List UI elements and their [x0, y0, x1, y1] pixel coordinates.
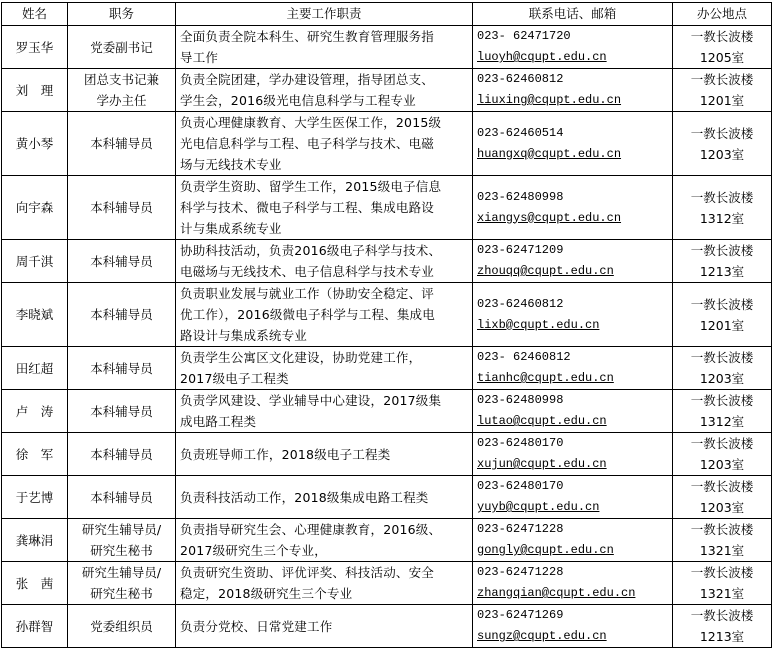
staff-phone: 023- 62460812	[477, 350, 571, 364]
table-row	[2, 240, 772, 283]
header-position: 职务	[68, 3, 176, 26]
staff-position-cell	[68, 562, 176, 605]
staff-duty-line: 全面负责全院本科生、研究生教育管理服务指	[180, 29, 435, 44]
staff-position-cell	[68, 390, 176, 433]
table-row	[2, 283, 772, 347]
staff-email-link[interactable]: tianhc@cqupt.edu.cn	[477, 371, 614, 385]
staff-office-line: 一教长波楼	[690, 393, 754, 408]
staff-name-cell	[2, 176, 68, 240]
staff-contact-cell	[473, 69, 673, 112]
staff-office-line: 1203室	[699, 457, 745, 472]
staff-position-line: 本科辅导员	[90, 136, 153, 151]
staff-contact-cell	[473, 433, 673, 476]
staff-contact-cell	[473, 347, 673, 390]
staff-phone: 023-62480998	[477, 393, 564, 407]
staff-office-line: 一教长波楼	[690, 565, 754, 580]
staff-duty-line: 2017级研究生三个专业，	[180, 543, 327, 558]
staff-position-cell	[68, 476, 176, 519]
staff-name: 向宇森	[15, 200, 54, 215]
staff-name: 卢 涛	[15, 403, 54, 419]
staff-name: 周千淇	[15, 253, 54, 269]
staff-name: 黄小琴	[15, 136, 54, 151]
staff-email-link[interactable]: gongly@cqupt.edu.cn	[477, 543, 614, 557]
staff-contact-cell	[473, 26, 673, 69]
table-row	[2, 69, 772, 112]
staff-name-cell	[2, 112, 68, 176]
staff-contact-cell	[473, 519, 673, 562]
staff-position-cell	[68, 26, 176, 69]
staff-office-cell	[673, 390, 772, 433]
staff-position-line: 党委组织员	[90, 618, 153, 634]
staff-email-link[interactable]: zhangqian@cqupt.edu.cn	[477, 586, 636, 600]
staff-contact-cell	[473, 112, 673, 176]
staff-email-link[interactable]: xujun@cqupt.edu.cn	[477, 457, 607, 471]
staff-duty-line: 成电路工程类	[180, 414, 257, 429]
staff-office-line: 一教长波楼	[690, 72, 754, 87]
staff-duty-line: 2017级电子工程类	[180, 371, 289, 386]
staff-office-line: 一教长波楼	[690, 296, 754, 312]
staff-office-line: 一教长波楼	[690, 436, 754, 451]
staff-email-link[interactable]: zhouqq@cqupt.edu.cn	[477, 264, 614, 278]
staff-contact-cell	[473, 476, 673, 519]
staff-office-line: 1312室	[699, 414, 745, 429]
header-row	[2, 3, 772, 26]
staff-duty-line: 负责学风建设、学业辅导中心建设，2017级集	[180, 393, 442, 408]
staff-duty-line: 科学与技术、微电子科学与工程、集成电路设	[180, 200, 435, 215]
staff-position-cell	[68, 176, 176, 240]
staff-contact-cell	[473, 176, 673, 240]
staff-position-line: 本科辅导员	[90, 446, 153, 462]
staff-office-cell	[673, 605, 772, 648]
staff-contact-cell	[473, 283, 673, 347]
staff-office-line: 一教长波楼	[690, 350, 754, 365]
staff-office-line: 一教长波楼	[690, 125, 754, 141]
staff-name: 于艺博	[15, 489, 54, 505]
staff-position-cell	[68, 433, 176, 476]
staff-position-line: 本科辅导员	[90, 403, 153, 419]
staff-duties-cell	[176, 176, 473, 240]
staff-position-line: 本科辅导员	[90, 360, 153, 376]
staff-duties-cell	[176, 26, 473, 69]
staff-office-cell	[673, 26, 772, 69]
staff-position-cell	[68, 347, 176, 390]
staff-name-cell	[2, 562, 68, 605]
staff-contact-cell	[473, 605, 673, 648]
staff-name: 徐 军	[15, 446, 54, 462]
staff-duty-line: 负责研究生资助、评优评奖、科技活动、安全	[180, 565, 435, 580]
staff-office-cell	[673, 519, 772, 562]
staff-duties-cell	[176, 347, 473, 390]
table-row	[2, 112, 772, 176]
staff-position-line: 本科辅导员	[90, 489, 153, 505]
staff-duties-cell	[176, 69, 473, 112]
staff-position-cell	[68, 519, 176, 562]
staff-duty-line: 计与集成系统专业	[180, 221, 282, 236]
staff-duties-cell	[176, 283, 473, 347]
staff-duty-line: 稳定，2018级研究生三个专业	[180, 586, 353, 601]
staff-duty-line: 电磁场与无线技术、电子信息科学与技术专业	[180, 264, 435, 279]
table-row	[2, 347, 772, 390]
staff-phone: 023-62471269	[477, 608, 564, 622]
staff-position-line: 本科辅导员	[90, 307, 153, 322]
staff-duties-cell	[176, 240, 473, 283]
staff-position-line: 研究生辅导员/	[81, 565, 162, 580]
staff-phone: 023-62480170	[477, 479, 564, 493]
staff-position-cell	[68, 112, 176, 176]
staff-office-cell	[673, 283, 772, 347]
staff-phone: 023-62471209	[477, 243, 564, 257]
staff-name-cell	[2, 283, 68, 347]
staff-office-line: 1201室	[699, 93, 745, 108]
header-name: 姓名	[2, 3, 68, 26]
staff-office-line: 1312室	[699, 210, 745, 226]
staff-phone: 023-62480170	[477, 436, 564, 450]
staff-duty-line: 负责职业发展与就业工作（协助安全稳定、评	[180, 286, 435, 301]
table-row	[2, 26, 772, 69]
staff-email-link[interactable]: luoyh@cqupt.edu.cn	[477, 50, 607, 64]
staff-name: 李晓斌	[15, 307, 54, 322]
staff-office-line: 1321室	[699, 543, 745, 558]
staff-office-cell	[673, 433, 772, 476]
staff-office-line: 一教长波楼	[690, 479, 754, 494]
table-row	[2, 562, 772, 605]
staff-phone: 023-62471228	[477, 565, 564, 579]
staff-email-link[interactable]: lutao@cqupt.edu.cn	[477, 414, 607, 428]
staff-office-line: 1203室	[699, 371, 745, 386]
staff-duty-line: 负责学生公寓区文化建设，协助党建工作，	[180, 350, 422, 365]
staff-duties-cell	[176, 476, 473, 519]
staff-office-line: 1205室	[699, 50, 745, 65]
staff-duty-line: 负责分党校、日常党建工作	[180, 618, 333, 634]
staff-office-line: 一教长波楼	[690, 29, 754, 44]
staff-position-line: 研究生秘书	[90, 586, 153, 601]
staff-duties-cell	[176, 562, 473, 605]
staff-duty-line: 负责科技活动工作，2018级集成电路工程类	[180, 489, 429, 505]
staff-phone: 023-62460514	[477, 125, 564, 140]
staff-duties-cell	[176, 390, 473, 433]
table-row	[2, 519, 772, 562]
staff-duty-line: 协助科技活动，负责2016级电子科学与技术、	[180, 243, 442, 258]
staff-office-cell	[673, 112, 772, 176]
staff-name: 张 茜	[15, 575, 54, 591]
staff-duty-line: 学生会，2016级光电信息科学与工程专业	[180, 93, 416, 108]
staff-email-link[interactable]: lixb@cqupt.edu.cn	[477, 317, 600, 332]
staff-name: 刘 理	[15, 82, 54, 98]
staff-office-line: 一教长波楼	[690, 608, 754, 623]
staff-name-cell	[2, 605, 68, 648]
staff-office-line: 1321室	[699, 586, 745, 601]
staff-duty-line: 负责指导研究生会、心理健康教育，2016级、	[180, 522, 442, 537]
staff-name-cell	[2, 519, 68, 562]
staff-duty-line: 光电信息科学与工程、电子科学与技术、电磁	[180, 136, 435, 151]
staff-position-line: 本科辅导员	[90, 200, 153, 215]
staff-duty-line: 场与无线技术专业	[180, 157, 282, 172]
staff-office-line: 1213室	[699, 629, 745, 644]
staff-phone: 023-62480998	[477, 189, 564, 204]
staff-duty-line: 优工作），2016级微电子科学与工程、集成电	[180, 307, 435, 322]
staff-duty-line: 导工作	[180, 50, 219, 65]
staff-email-link[interactable]: sungz@cqupt.edu.cn	[477, 629, 607, 643]
staff-email-link[interactable]: liuxing@cqupt.edu.cn	[477, 93, 622, 107]
staff-contact-cell	[473, 562, 673, 605]
staff-office-cell	[673, 176, 772, 240]
table-row	[2, 433, 772, 476]
table-row	[2, 176, 772, 240]
staff-office-line: 1203室	[699, 146, 745, 162]
staff-email-link[interactable]: yuyb@cqupt.edu.cn	[477, 500, 600, 514]
table-row	[2, 390, 772, 433]
staff-office-line: 1201室	[699, 317, 745, 333]
staff-name-cell	[2, 476, 68, 519]
staff-table	[1, 2, 772, 648]
staff-position-line: 研究生秘书	[90, 543, 153, 558]
staff-name-cell	[2, 240, 68, 283]
staff-name-cell	[2, 433, 68, 476]
staff-duties-cell	[176, 112, 473, 176]
staff-office-line: 1213室	[699, 264, 745, 279]
staff-duty-line: 负责心理健康教育、大学生医保工作，2015级	[180, 115, 442, 130]
header-contact: 联系电话、邮箱	[473, 3, 673, 26]
staff-duty-line: 负责学生资助、留学生工作，2015级电子信息	[180, 179, 442, 194]
staff-office-cell	[673, 69, 772, 112]
staff-name: 龚琳涓	[15, 532, 54, 548]
header-duties: 主要工作职责	[176, 3, 473, 26]
staff-email-link[interactable]: huangxq@cqupt.edu.cn	[477, 146, 622, 161]
staff-office-line: 一教长波楼	[690, 522, 754, 537]
staff-phone: 023-62471228	[477, 522, 564, 536]
staff-position-cell	[68, 240, 176, 283]
staff-email-link[interactable]: xiangys@cqupt.edu.cn	[477, 210, 622, 225]
staff-name-cell	[2, 69, 68, 112]
staff-office-cell	[673, 347, 772, 390]
staff-name: 田红超	[15, 360, 54, 376]
staff-phone: 023-62460812	[477, 72, 564, 86]
table-row	[2, 476, 772, 519]
staff-contact-cell	[473, 390, 673, 433]
staff-duties-cell	[176, 433, 473, 476]
staff-office-line: 一教长波楼	[690, 189, 754, 205]
staff-office-cell	[673, 476, 772, 519]
staff-duty-line: 负责班导师工作，2018级电子工程类	[180, 446, 391, 462]
staff-phone: 023- 62471720	[477, 29, 571, 43]
staff-position-line: 学办主任	[96, 93, 147, 108]
staff-office-cell	[673, 562, 772, 605]
staff-position-line: 研究生辅导员/	[81, 522, 162, 537]
staff-phone: 023-62460812	[477, 296, 564, 311]
staff-position-line: 本科辅导员	[90, 253, 153, 269]
staff-name-cell	[2, 390, 68, 433]
staff-contact-cell	[473, 240, 673, 283]
staff-duties-cell	[176, 519, 473, 562]
staff-position-cell	[68, 283, 176, 347]
staff-position-line: 党委副书记	[90, 39, 153, 55]
staff-table-body	[2, 26, 772, 648]
staff-duty-line: 负责全院团建，学办建设管理，指导团总支、	[180, 72, 435, 87]
staff-office-line: 一教长波楼	[690, 243, 754, 258]
staff-name-cell	[2, 347, 68, 390]
staff-office-cell	[673, 240, 772, 283]
header-office: 办公地点	[673, 3, 772, 26]
staff-position-line: 团总支书记兼	[83, 72, 159, 87]
staff-office-line: 1203室	[699, 500, 745, 515]
table-row	[2, 605, 772, 648]
staff-name-cell	[2, 26, 68, 69]
staff-position-cell	[68, 605, 176, 648]
staff-duty-line: 路设计与集成系统专业	[180, 328, 308, 343]
staff-position-cell	[68, 69, 176, 112]
staff-name: 罗玉华	[15, 39, 54, 55]
staff-duties-cell	[176, 605, 473, 648]
staff-name: 孙群智	[15, 618, 54, 634]
